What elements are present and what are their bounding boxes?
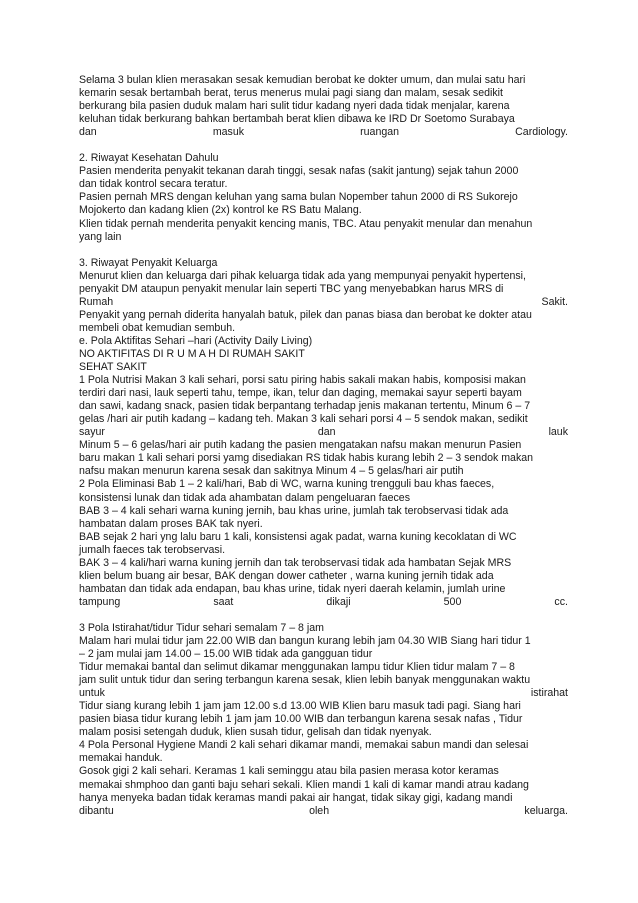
word: lauk	[548, 426, 568, 439]
text-line: SEHAT SAKIT	[79, 361, 147, 374]
text-line: memakai shmphoo dan ganti baju sehari sekali. Klien mandi 1 kali di kamar mandi atrau kadang	[79, 778, 529, 791]
text-line: Malam hari mulai tidur jam 22.00 WIB dan bangun kurang lebih jam 04.30 WIB Siang hari tidur 1	[79, 635, 531, 648]
text-line: Pasien pernah MRS dengan keluhan yang sama bulan Nopember tahun 2000 di RS Sukorejo	[79, 191, 518, 204]
word: masuk	[212, 126, 245, 139]
section-heading: 2. Riwayat Kesehatan Dahulu	[79, 152, 219, 165]
text-line: Menurut klien dan keluarga dari pihak keluarga tidak ada yang mempunyai penyakit hypertensi,	[79, 269, 526, 282]
text-line: 4 Pola Personal Hygiene Mandi 2 kali sehari dikamar mandi, memakai sabun mandi dan selesai	[79, 739, 529, 752]
word: ruangan	[360, 126, 400, 139]
word: dan	[317, 426, 336, 439]
justified-line	[79, 126, 568, 139]
text-line: BAB sejak 2 hari yng lalu baru 1 kali, konsistensi agak padat, warna kuning kecoklatan di WC	[79, 530, 517, 543]
word: untuk	[79, 687, 105, 700]
word: dikaji	[326, 595, 351, 608]
word: Sakit.	[541, 295, 568, 308]
text-line: keluhan tidak berkurang bahkan bertambah berat klien dibawa ke IRD Dr Soetomo Surabaya	[79, 113, 515, 126]
text-line: jumalh faeces tak terobservasi.	[79, 543, 226, 556]
text-line: memakai handuk.	[79, 752, 163, 765]
text-line: 2 Pola Eliminasi Bab 1 – 2 kali/hari, Bab di WC, warna kuning trengguli bau khas faeces,	[79, 478, 495, 491]
text-line: pasien biasa tidur kurang lebih 1 jam jam 10.00 WIB dan terbangun karena sesak nafas , Tidur	[79, 713, 523, 726]
word: sayur	[79, 426, 105, 439]
text-line: berkurang bila pasien duduk malam hari sulit tidur kadang nyeri dada tidak menjalar, karena	[79, 100, 510, 113]
text-line: hambatan dalam proses BAK tak nyeri.	[79, 517, 263, 530]
text-line: membeli obat kemudian sembuh.	[79, 321, 236, 334]
text-line: jam sulit untuk tidur dan sering terbangun karena sesak, klien lebih banyak menggunakan waktu	[79, 674, 531, 687]
text-line: Gosok gigi 2 kali sehari. Keramas 1 kali seminggu atau bila pasien merasa kotor keramas	[79, 765, 499, 778]
text-line: konsistensi lunak dan tidak ada ahambatan dalam pengeluaran faeces	[79, 491, 410, 504]
section-rest-hygiene	[79, 622, 568, 818]
section-past-history	[79, 152, 568, 243]
justified-line	[79, 296, 568, 309]
text-line: dan tidak kontrol secara teratur.	[79, 178, 228, 191]
section-heading: 3 Pola Istirahat/tidur Tidur sehari semalam 7 – 8 jam	[79, 621, 324, 634]
text-line: baru makan 1 kali sehari porsi yamg disediakan RS tidak habis kurang lebih 2 – 3 sendok makan	[79, 452, 534, 465]
text-line: Tidur memakai bantal dan selimut dikamar menggunakan lampu tidur Klien tidur malam 7 – 8	[79, 661, 515, 674]
text-line: e. Pola Aktifitas Sehari –hari (Activity Daily Living)	[79, 334, 313, 347]
text-line: Mojokerto dan kadang klien (2x) kontrol ke RS Batu Malang.	[79, 204, 362, 217]
justified-line	[79, 687, 568, 700]
word: keluarga.	[524, 804, 568, 817]
word: dan	[79, 126, 97, 139]
text-line: dan sawi, kadang snack, pasien tidak berpantang terhadap jenis makanan tertentu, Minum 6 – 7	[79, 400, 531, 413]
section-heading: 3. Riwayat Penyakit Keluarga	[79, 256, 218, 269]
text-line: NO AKTIFITAS DI R U M A H DI RUMAH SAKIT	[79, 347, 305, 360]
text-line: terdiri dari nasi, lauk seperti tahu, tempe, ikan, telur dan daging, memakai sayur seperti bayam	[79, 387, 522, 400]
justified-line	[79, 805, 568, 818]
word: tampung	[79, 595, 121, 608]
text-line: penyakit DM ataupun penyakit menular lain seperti TBC yang menyebabkan harus MRS di	[79, 282, 504, 295]
section-family-history	[79, 257, 568, 609]
text-line: Tidur siang kurang lebih 1 jam jam 12.00 s.d 13.00 WIB Klien baru masuk tadi pagi. Siang hari	[79, 700, 521, 713]
justified-line	[79, 426, 568, 439]
text-line: BAK 3 – 4 kali/hari warna kuning jernih dan tak terobservasi tidak ada hambatan Sejak MRS	[79, 556, 512, 569]
text-line: hambatan dan tidak ada endapan, bau khas urine, tidak nyeri daerah kelamin, jumlah urine	[79, 582, 506, 595]
paragraph-complaint	[79, 74, 568, 139]
word: 500	[443, 595, 462, 608]
word: cc.	[554, 595, 568, 608]
text-line: klien belum buang air besar, BAK dengan dower catheter , warna kuning jernih tidak ada	[79, 569, 494, 582]
text-line: gelas /hari air putih kadang – kadang teh. Makan 3 kali sehari porsi 4 – 5 sendok makan, sedikit	[79, 413, 528, 426]
text-line: Penyakit yang pernah diderita hanyalah batuk, pilek dan panas biasa dan berobat ke dokter atau	[79, 308, 532, 321]
word: istirahat	[530, 687, 568, 700]
text-line: malam posisi setengah duduk, klien susah tidur, gelisah dan tidak nyenyak.	[79, 726, 432, 739]
text-line: nafsu makan menurun karena sesak dan sakitnya Minum 4 – 5 gelas/hari air putih	[79, 465, 464, 478]
text-line: kemarin sesak bertambah berat, terus menerus mulai pagi siang dan malam, sesak sedikit	[79, 87, 503, 100]
word: saat	[213, 595, 234, 608]
word: oleh	[309, 804, 330, 817]
text-line: Minum 5 – 6 gelas/hari air putih kadang the pasien mengatakan nafsu makan menurun Pasien	[79, 439, 522, 452]
justified-line	[79, 596, 568, 609]
text-line: hanya menyeka badan tidak keramas mandi pakai air hangat, tidak sikay gigi, kadang mandi	[79, 791, 513, 804]
word: Cardiology.	[515, 126, 568, 139]
text-line: BAB 3 – 4 kali sehari warna kuning jernih, bau khas urine, jumlah tak terobservasi tidak ada	[79, 504, 509, 517]
text-line: 1 Pola Nutrisi Makan 3 kali sehari, porsi satu piring habis sakali makan habis, komposisi makan	[79, 374, 526, 387]
text-line: Klien tidak pernah menderita penyakit kencing manis, TBC. Atau penyakit menular dan menahun	[79, 217, 533, 230]
text-line: Pasien menderita penyakit tekanan darah tinggi, sesak nafas (sakit jantung) sejak tahun 2000	[79, 165, 519, 178]
text-line: yang lain	[79, 230, 122, 243]
word: Rumah	[79, 295, 114, 308]
text-line: Selama 3 bulan klien merasakan sesak kemudian berobat ke dokter umum, dan mulai satu hari	[79, 74, 526, 86]
text-line: – 2 jam mulai jam 14.00 – 15.00 WIB tidak ada gangguan tidur	[79, 648, 373, 661]
word: dibantu	[79, 804, 114, 817]
